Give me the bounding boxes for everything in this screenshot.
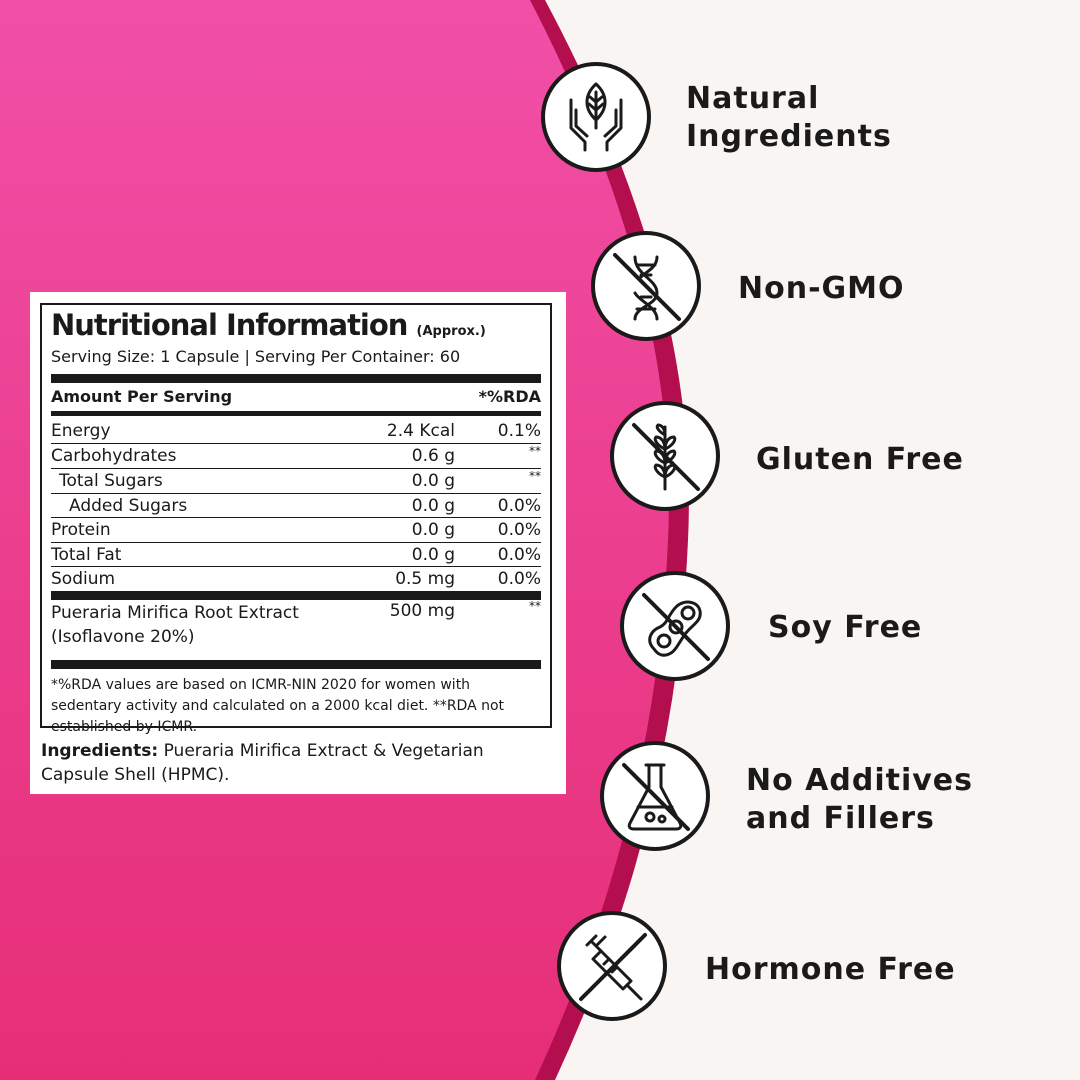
feature-line: Natural [686, 81, 820, 116]
thick-divider [51, 374, 541, 383]
feature-line: and Fillers [746, 801, 935, 836]
syringe-crossed-icon [557, 911, 667, 1021]
nutrient-amount: 0.6 g [411, 446, 455, 466]
feature-line: Non-GMO [738, 271, 905, 306]
wheat-crossed-icon [610, 401, 720, 511]
feature-non-gmo [738, 270, 905, 308]
feature-line: Hormone Free [705, 952, 956, 987]
thick-divider [51, 660, 541, 669]
flask-crossed-icon [600, 741, 710, 851]
nutrient-amount: 0.0 g [411, 545, 455, 565]
nutrient-name: Sodium [51, 569, 116, 589]
nutrient-row [51, 543, 541, 567]
feature-line: Ingredients [686, 119, 892, 154]
nutrient-rda: 0.0% [497, 545, 541, 565]
hands-leaf-icon [541, 62, 651, 172]
soy-crossed-icon [620, 571, 730, 681]
nutrient-row [51, 567, 541, 591]
nutrient-amount: 0.5 mg [395, 569, 455, 589]
nutrient-rda: 0.1% [497, 421, 541, 441]
feature-natural-ingredients [686, 80, 892, 156]
nutrient-row [51, 518, 541, 542]
nutrient-name: Carbohydrates [51, 446, 177, 466]
ingredients-label: Ingredients: [41, 741, 159, 761]
nutrient-name: Added Sugars [69, 496, 188, 516]
ingredients-statement [41, 739, 546, 787]
feature-line: Soy Free [768, 610, 923, 645]
nutrient-row [51, 444, 541, 468]
nutrient-name: Protein [51, 520, 111, 540]
nutrition-title: Nutritional Information (Approx.) [51, 308, 486, 342]
extract-name: Pueraria Mirifica Root Extract (Isoflavone 20%) [51, 603, 299, 647]
nutrition-title-note: (Approx.) [416, 324, 486, 339]
extract-amount: 500 mg [389, 601, 455, 621]
dna-crossed-icon [591, 231, 701, 341]
nutrient-rda: ** [529, 444, 541, 458]
thick-divider [51, 591, 541, 600]
nutrient-name: Total Fat [51, 545, 122, 565]
feature-hormone-free [705, 951, 956, 989]
nutrient-amount: 2.4 Kcal [386, 421, 455, 441]
nutrient-row [51, 494, 541, 518]
nutrient-row [51, 469, 541, 493]
nutrient-rda: 0.0% [497, 496, 541, 516]
feature-gluten-free [756, 441, 964, 479]
feature-line: Gluten Free [756, 442, 964, 477]
nutrient-amount: 0.0 g [411, 520, 455, 540]
rda-header: *%RDA [478, 387, 541, 406]
feature-line: No Additives [746, 763, 973, 798]
nutrition-panel [30, 292, 566, 794]
feature-no-additives [746, 762, 973, 838]
nutrient-name: Energy [51, 421, 111, 441]
nutrient-rda: 0.0% [497, 569, 541, 589]
nutrient-amount: 0.0 g [411, 471, 455, 491]
ingredients-text: Pueraria Mirifica Extract & Vegetarian Capsule Shell (HPMC). [41, 741, 484, 785]
extract-rda: ** [529, 599, 541, 613]
amount-per-serving-header: Amount Per Serving [51, 387, 233, 406]
rda-footnote: *%RDA values are based on ICMR-NIN 2020 for women with sedentary activity and calculated on a 2000 kcal diet. **RDA not established by ICMR. [51, 677, 505, 735]
nutrition-facts-box [40, 303, 552, 735]
nutrient-name: Total Sugars [59, 471, 163, 491]
feature-soy-free [768, 609, 922, 647]
nutrient-rda: 0.0% [497, 520, 541, 540]
extract-row [51, 601, 541, 653]
nutrient-rda: ** [529, 469, 541, 483]
header-divider [51, 411, 541, 416]
serving-info: Serving Size: 1 Capsule | Serving Per Container: 60 [51, 347, 461, 366]
nutrient-row [51, 419, 541, 443]
nutrient-amount: 0.0 g [411, 496, 455, 516]
